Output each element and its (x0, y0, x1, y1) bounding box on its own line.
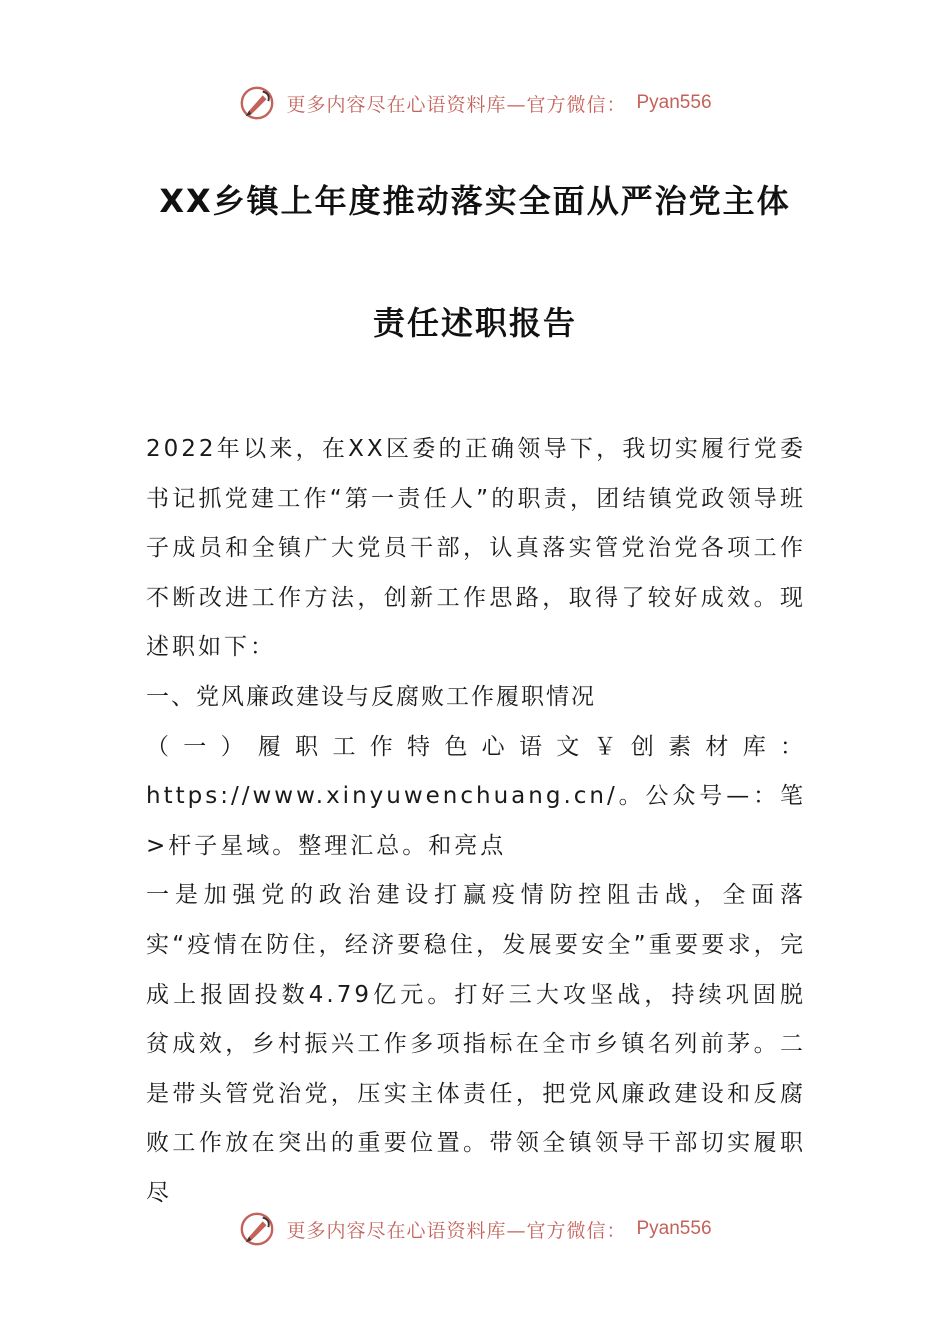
banner-text: 更多内容尽在心语资料库—官方微信： (286, 93, 627, 116)
section-heading: 一、党风廉政建设与反腐败工作履职情况 (146, 683, 596, 710)
pen-logo-icon (238, 84, 276, 122)
banner-text: 更多内容尽在心语资料库—官方微信： (286, 1219, 627, 1242)
intro-paragraph: 2022年以来，在XX区委的正确领导下，我切实履行党委书记抓党建工作“第一责任人”的职责，团结镇党政领导班子成员和全镇广大党员干部，认真落实管党治党各项工作不断改进工作方法，创新工作思路，取得了较好成效。现述职如下： (146, 436, 806, 661)
banner-wechat-id: Pyan556 (636, 92, 712, 113)
watermark-banner-top (0, 84, 950, 122)
subsection-heading: （一）履职工作特色心语文￥创素材库：https://www.xinyuwenchuang.cn/。公众号—：笔>杆子星域。整理汇总。和亮点 (146, 733, 806, 859)
banner-wechat-id: Pyan556 (636, 1218, 712, 1239)
watermark-banner-bottom (0, 1210, 950, 1248)
body-paragraph: 一是加强党的政治建设打赢疫情防控阻击战，全面落实“疫情在防住，经济要稳住，发展要安全”重要要求，完成上报固投数4.79亿元。打好三大攻坚战，持续巩固脱贫成效，乡村振兴工作多项指标在全市乡镇名列前茅。二是带头管党治党，压实主体责任，把党风廉政建设和反腐败工作放在突出的重要位置。带领全镇领导干部切实履职尽 (146, 882, 806, 1206)
pen-logo-icon (238, 1210, 276, 1248)
document-body (146, 425, 806, 1219)
document-title-line-1: XX乡镇上年度推动落实全面从严治党主体 (159, 182, 791, 220)
document-title-line-2: 责任述职报告 (372, 304, 577, 342)
